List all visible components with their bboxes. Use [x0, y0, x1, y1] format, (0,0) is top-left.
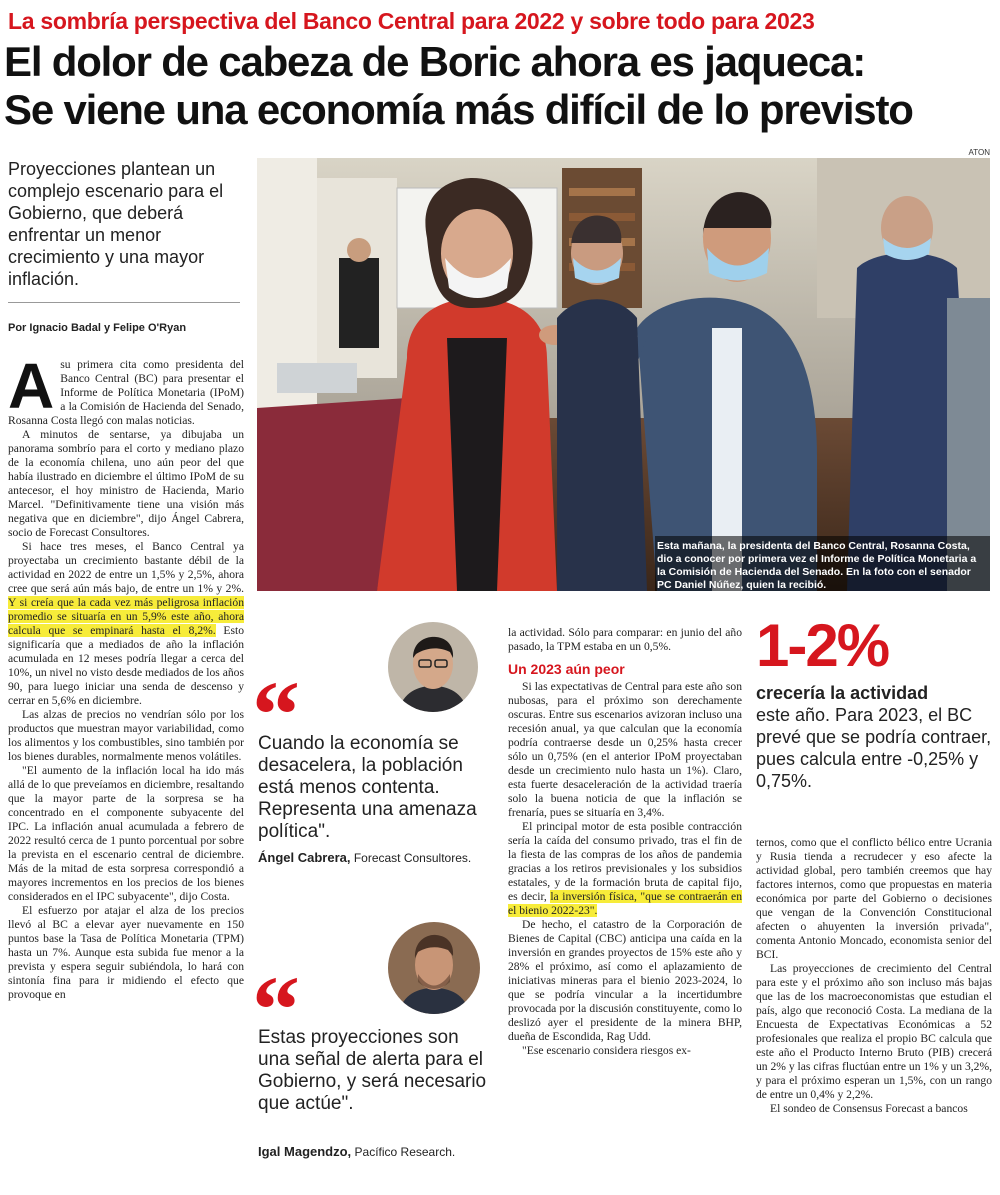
paragraph — [508, 820, 742, 918]
article-column-4 — [756, 836, 992, 1116]
paragraph: Las proyecciones de crecimiento del Central para este y el próximo año son incluso más bajas que las de los macroeconomistas que estudian el país, algo que reconoció Costa. La mediana de la Encuesta de Expectativas Económicas a 52 profesionales que realiza el propio BC calcula que este año el Producto Interno Bruto (PIB) crecerá un 2% y las cifras fluctúan entre un 1% y un 3,2%, y para el próximo esperan un 1,5%, con un rango de entre un 0,4% y 2,2%. — [756, 962, 992, 1101]
paragraph: Si las expectativas de Central para este año son nubosas, para el próximo son derechamente oscuras. Entre sus escenarios avizoran incluso una recesión anual, ya que calculan que la economía podría contraerse desde un 0,25% hasta crecer sólo un 0,75% (en el anterior IPoM proyectaban desde un crecimiento nulo hasta un 1%). Claro, esta fuerte desaceleración de la actividad traería solo la buena noticia de que la inflación se frenaría, pues se situaría en 3,4%. — [508, 680, 742, 819]
section-subhead: Un 2023 aún peor — [508, 661, 625, 677]
drop-cap: A — [8, 350, 55, 422]
paragraph-text: Si hace tres meses, el Banco Central ya proyectaba un crecimiento bastante débil de la actividad en 2022 de entre un 1,5% y 2,5%, ahora cree que será aún más bajo, de entre un 1% y 2%. — [8, 540, 244, 595]
stat-text: este año. Para 2023, el BC prevé que se podría contraer, pues calcula entre -0,25% y 0,75%. — [756, 705, 992, 791]
paragraph — [8, 350, 244, 428]
paragraph: El esfuerzo por atajar el alza de los precios llevó al BC a elevar ayer nuevamente en 150 puntos base la Tasa de Política Monetaria (TPM) hasta un 7%. Aunque esta subida fue menor a la prevista y espera seguir subiéndola, lo hará con sintonía fina para ir midiendo el efecto que provoque en — [8, 904, 244, 1001]
paragraph — [8, 540, 244, 708]
paragraph: "El aumento de la inflación local ha ido más allá de lo que preveíamos en diciembre, resaltando que la mayor parte de la sorpresa se ha concentrado en el componente subyacente del IPC. La inflación anual acumulada a febrero de 2022 resultó cerca de 1 punto porcentual por sobre la prevista en el escenario central de diciembre. Más de la mitad de esta sorpresa correspondió a mayores incrementos en los precios de los bienes considerados en el IPC subyacente", dijo Costa. — [8, 764, 244, 903]
paragraph: la actividad. Sólo para comparar: en junio del año pasado, la TPM estaba en un 0,5%. — [508, 626, 742, 653]
main-photo — [257, 158, 990, 591]
paragraph: El sondeo de Consensus Forecast a bancos — [770, 1102, 968, 1115]
highlighted-text: Y si creía que la cada vez más peligrosa inflación promedio se situaría en un 5,9% este año, ahora calcula que se empinará hasta el 8,2%. — [8, 596, 244, 637]
lede: Proyecciones plantean un complejo escenario para el Gobierno, que deberá enfrentar un menor crecimiento y una mayor inflación. — [8, 159, 224, 289]
headline — [4, 38, 996, 134]
article-column-3 — [508, 626, 742, 1058]
headline-line-1: El dolor de cabeza de Boric ahora es jaqueca: — [4, 38, 865, 85]
paragraph-text: El principal motor de esta posible contracción sería la caída del consumo privado, tras el fin de la fiesta de las compras de los años de pandemia gracias a los retiros previsionales y los subsidios estatales, y de la formación bruta de capital fijo, es decir, — [508, 820, 742, 903]
quote-affiliation: Pacífico Research. — [354, 1145, 456, 1159]
quote-mark-icon: “ — [252, 956, 300, 1063]
portrait-angel-cabrera-image — [388, 622, 478, 712]
pull-quote-2-attribution — [258, 1145, 490, 1159]
paragraph: De hecho, el catastro de la Corporación de Bienes de Capital (CBC) anticipa una caída en la inversión en grandes proyectos de 15% este año y 28% el próximo, así como el aplazamiento de iniciativas mineras para el bienio 2023-2024, lo que se podría vincular a la incertidumbre provocada por la discusión constituyente, como lo deslizó ayer el presidente de la minera BHP, dueña de Escondida, Rag Udd. — [508, 918, 742, 1043]
paragraph-text: su primera cita como presidenta del Banco Central (BC) para presentar el Informe de Política Monetaria (IPoM) a la Comisión de Hacienda del Senado, Rosanna Costa llegó con malas noticias. — [8, 358, 244, 427]
quote-author: Ángel Cabrera, — [258, 850, 351, 865]
portrait-igal-magendzo-image — [388, 922, 480, 1014]
portrait-angel-cabrera — [388, 622, 478, 712]
paragraph: "Ese escenario considera riesgos ex- — [522, 1044, 691, 1057]
pull-quote-2: Estas proyecciones son una señal de alerta para el Gobierno, y será necesario que actúe". — [258, 1027, 487, 1114]
paragraph-text: Esto significaría que a mediados de año la inflación acumulada en 12 meses podría llegar a cerca del 10%, un nivel no visto desde mediados de los años 90, para luego iniciar una senda de descenso y cerrar en 5,6% en diciembre. — [8, 624, 244, 707]
photo-caption: Esta mañana, la presidenta del Banco Central, Rosanna Costa, dio a conocer por primera vez el Informe de Política Monetaria a la Comisión de Hacienda del Senado. En la foto con el senador PC Daniel Núñez, quien la recibió. — [657, 540, 977, 591]
lede-divider — [8, 302, 240, 303]
quote-mark-icon: “ — [252, 661, 300, 768]
pull-quote-1-attribution — [258, 851, 490, 865]
kicker: La sombría perspectiva del Banco Central para 2022 y sobre todo para 2023 — [8, 8, 815, 34]
article-column-1 — [8, 350, 244, 1002]
portrait-igal-magendzo — [388, 922, 480, 1014]
stat-value: 1-2% — [756, 612, 889, 679]
quote-affiliation: Forecast Consultores. — [353, 851, 472, 865]
main-photo-illustration — [257, 158, 990, 591]
paragraph: Las alzas de precios no vendrían sólo por los productos que muestran mayor variabilidad, como los alimentos y los combustibles, sino también por los bienes durables, normalmente menos volátiles. — [8, 708, 244, 763]
stat-bold: crecería la actividad — [756, 683, 929, 703]
paragraph: ternos, como que el conflicto bélico entre Ucrania y Rusia tienda a recrudecer y eso afecte la actividad global, pero también creemos que hay factores internos, como que propuestas en materia económica por parte del Gobierno o decisiones que vengan de la Convención Constitucional afecten o ahuyenten la inversión privada", comenta Antonio Moncado, economista senior del BCI. — [756, 836, 992, 961]
byline: Por Ignacio Badal y Felipe O'Ryan — [8, 322, 187, 334]
paragraph: A minutos de sentarse, ya dibujaba un panorama sombrío para el corto y mediano plazo de la economía chilena, uno aún peor del que había ilustrado en diciembre el último IPoM de su antecesor, el hoy ministro de Hacienda, Mario Marcel. "Definitivamente tiene una visión más negativa que en diciembre", dijo Ángel Cabrera, socio de Forecast Consultores. — [8, 428, 244, 539]
photo-credit: ATON — [968, 148, 990, 157]
stat-description — [756, 682, 992, 792]
quote-author: Igal Magendzo, — [258, 1144, 352, 1159]
highlighted-text: la inversión física, "que se contraerán en el bienio 2022-23". — [508, 890, 743, 917]
pull-quote-1: Cuando la economía se desacelera, la población está menos contenta. Representa una amenaza política". — [258, 733, 477, 842]
headline-line-2: Se viene una economía más difícil de lo previsto — [4, 86, 913, 133]
